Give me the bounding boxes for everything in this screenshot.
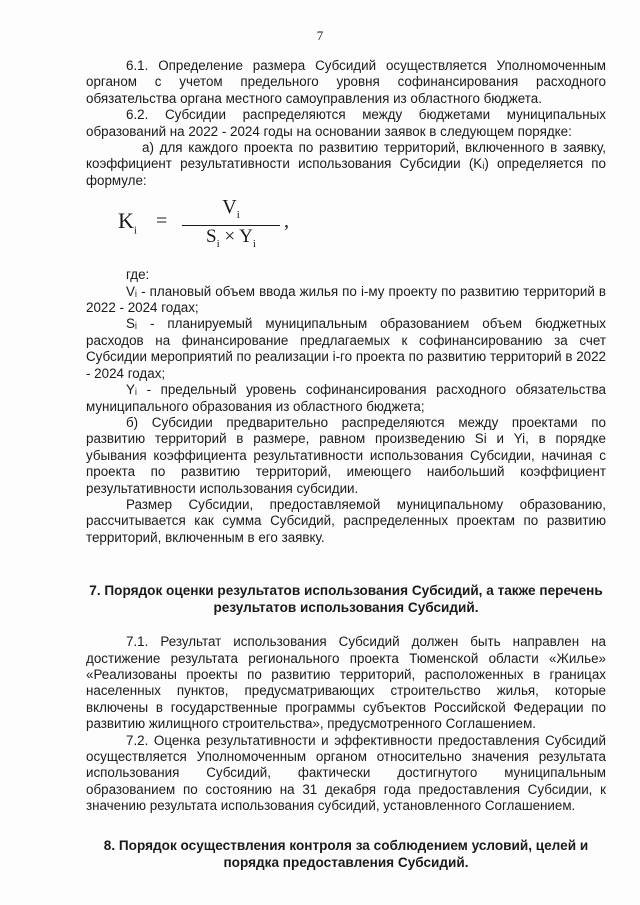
paragraph-7-2: 7.2. Оценка результативности и эффективности предоставления Субсидий осуществляется Уполномоченным органом относительно значения результата использования Субсидий, фактически достигнутого муниципальным образованием по состоянию на 31 декабря года предоставления Субсидии, к значению результата использования субсидий, установленного Соглашением.: [86, 732, 606, 814]
formula-numerator: $V_i$: [222, 196, 240, 222]
paragraph-6-2-b: б) Субсидии предварительно распределяются между проектами по развитию территорий в размере, равном произведению Si и Yi, в порядке убывания коэффициента результативности использования Субсидии, начиная с проекта по развитию территорий, имеющего наибольший коэффициент результативности использования субсидии.: [86, 414, 606, 496]
paragraph-6-2-a: а) для каждого проекта по развитию территорий, включенного в заявку, коэффициент результативности использования Субсидии (Kᵢ) определяется по формуле:: [86, 140, 606, 188]
paragraph-6-2: 6.2. Субсидии распределяются между бюджетами муниципальных образований на 2022 - 2024 годы на основании заявок в следующем порядке:: [86, 107, 606, 139]
formula-fraction: [182, 196, 280, 252]
where-label: где:: [126, 267, 150, 283]
formula-comma: ,: [284, 210, 289, 233]
section-8-heading: 8. Порядок осуществления контроля за соблюдением условий, целей и порядка предоставления Субсидий.: [103, 837, 589, 870]
formula-lhs: $K_i$: [118, 208, 137, 237]
page-number: 7: [316, 28, 324, 43]
formula-denominator: $S_i \times Y_i$: [206, 226, 256, 251]
paragraph-7-1: 7.1. Результат использования Субсидий должен быть направлен на достижение результата регионального проекта Тюменской области «Жилье» «Реализованы проекты по развитию территорий, расположенных в границах населенных пунктов, предусматривающих строительство жилья, которые включены в государственные программы субъектов Российской Федерации по развитию жилищного строительства», предусмотренного Соглашением.: [86, 634, 606, 732]
formula-equals: =: [156, 210, 168, 233]
paragraph-subsidy-size: Размер Субсидии, предоставляемой муниципальному образованию, рассчитывается как сумма Субсидий, распределенных проектам по развитию территорий, включенным в его заявку.: [86, 496, 606, 545]
definition-s: Sᵢ - планируемый муниципальным образованием объем бюджетных расходов на финансирование предлагаемых к софинансированию за счет Субсидии мероприятий по реализации i-го проекта по развитию территорий в 2022 - 2024 годах;: [86, 316, 606, 381]
definition-y: Yᵢ - предельный уровень софинансирования расходного обязательства муниципального образования из областного бюджета;: [86, 382, 606, 414]
section-7-heading: 7. Порядок оценки результатов использования Субсидий, а также перечень результатов использования Субсидий.: [89, 583, 603, 616]
paragraph-6-1: 6.1. Определение размера Субсидий осуществляется Уполномоченным органом с учетом предельного уровня софинансирования расходного обязательства органа местного самоуправления из областного бюджета.: [86, 58, 606, 106]
efficiency-formula: [86, 191, 606, 267]
document-body: [86, 58, 606, 871]
definition-v: Vᵢ - плановый объем ввода жилья по i-му проекту по развитию территорий в 2022 - 2024 годах;: [86, 283, 606, 316]
